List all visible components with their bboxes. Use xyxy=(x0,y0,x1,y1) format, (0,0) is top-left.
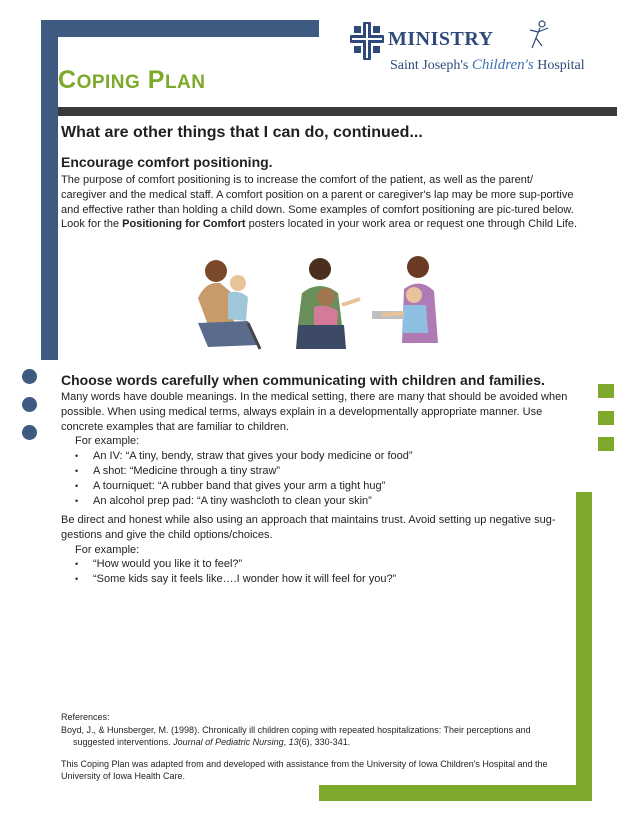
illustration-side-sitting xyxy=(372,253,453,353)
references xyxy=(61,711,571,783)
logo-subtitle xyxy=(390,57,585,74)
ministry-cross-icon xyxy=(350,22,384,60)
citation-journal: Journal of Pediatric Nursing xyxy=(173,737,284,747)
logo-name: MINISTRY xyxy=(388,28,494,50)
list-item: • “How would you like it to feel?” xyxy=(61,557,581,572)
decor-dot xyxy=(22,369,37,384)
illustration-chest-to-chest xyxy=(280,253,360,353)
reference-citation xyxy=(61,724,571,749)
comfort-paragraph xyxy=(61,173,579,232)
comfort-positioning-illustrations xyxy=(188,253,453,353)
list-item: • “Some kids say it feels like….I wonder how it will feel for you?” xyxy=(61,572,581,587)
trust-section xyxy=(61,513,581,587)
words-examples-list xyxy=(61,449,581,508)
citation-line-2-text: suggested interventions. xyxy=(73,737,174,747)
decor-dot xyxy=(22,397,37,412)
logo-subtitle-prefix: Saint Joseph's xyxy=(390,58,469,73)
list-item: • An IV: “A tiny, bendy, straw that gives your body medicine or food” xyxy=(61,449,581,464)
trust-example-label: For example: xyxy=(75,543,140,556)
references-label: References: xyxy=(61,712,110,722)
title-p: P xyxy=(147,66,165,94)
decor-square xyxy=(598,411,614,425)
citation-line-1: Boyd, J., & Hunsberger, M. (1998). Chronically ill children coping with repeated hospitalizations: Their perceptions and xyxy=(61,724,531,735)
comfort-text-2: posters located in your work area or request one through Child Life. xyxy=(245,218,578,231)
illustration-lap-hold xyxy=(188,253,268,353)
header-rule xyxy=(58,107,617,116)
words-heading: Choose words carefully when communicating with children and families. xyxy=(61,372,545,388)
list-item: • An alcohol prep pad: “A tiny washcloth to clean your skin” xyxy=(61,494,581,509)
decor-square xyxy=(598,384,614,398)
citation-volume: 13 xyxy=(288,737,299,747)
words-section xyxy=(61,390,581,508)
section-heading: What are other things that I can do, continued... xyxy=(61,124,423,141)
list-item: • A shot: “Medicine through a tiny straw” xyxy=(61,464,581,479)
decor-square xyxy=(598,437,614,451)
trust-examples-list xyxy=(61,557,581,587)
bottom-accent-bar xyxy=(319,785,592,801)
citation-pages: (6), 330-341. xyxy=(298,737,351,747)
words-example-label: For example: xyxy=(75,435,140,448)
comfort-text-1: The purpose of comfort positioning is to increase the comfort of the patient, as well as the parent/ caregiver and the medical staff. A comfort position on a parent or caregiver's lap may be more sup-portive and effective rather than holding a child down. Some examples of comfort positioning are pic-tured below. Look for the xyxy=(61,174,574,231)
comfort-heading: Encourage comfort positioning. xyxy=(61,154,273,170)
logo-subtitle-childrens: Children's xyxy=(471,57,534,73)
ministry-logo xyxy=(348,18,603,80)
page-title xyxy=(58,66,206,95)
adapted-note: This Coping Plan was adapted from and developed with assistance from the University of Iowa Children's Hospital and the University of Iowa Health Care. xyxy=(61,758,548,781)
citation-line-2: suggested interventions. Journal of Pediatric Nursing, 13(6), 330-341. xyxy=(73,737,351,747)
top-accent-bar xyxy=(41,20,319,37)
trust-intro: Be direct and honest while also using an approach that maintains trust. Avoid setting up negative sug-gestions and give the child options/choices. xyxy=(61,514,556,541)
words-intro: Many words have double meanings. In the medical setting, there are many that should be avoided when possible. When using medical terms, always explain in a developmentally appropriate manner. Use concrete examples that are familiar to children. xyxy=(61,391,568,433)
title-lan: LAN xyxy=(164,72,206,93)
left-accent-bar xyxy=(41,20,58,360)
list-item: • A tourniquet: “A rubber band that gives your arm a tight hug” xyxy=(61,479,581,494)
child-figure-icon xyxy=(524,18,554,54)
decor-dot xyxy=(22,425,37,440)
comfort-poster-name: Positioning for Comfort xyxy=(122,218,246,231)
logo-subtitle-suffix: Hospital xyxy=(537,58,585,73)
title-oping: OPING xyxy=(76,72,141,93)
title-c: C xyxy=(58,66,77,94)
